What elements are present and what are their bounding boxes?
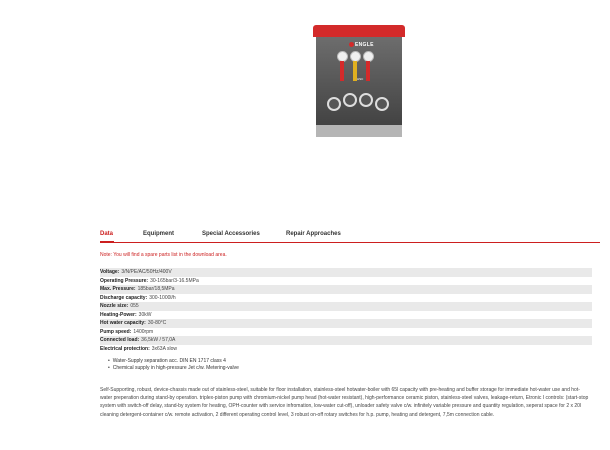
spec-value: 3x63A slow	[151, 345, 178, 352]
product-description: Self-Supporting, robust, device-chassis made out of stainless-steel, suitable for floor installation, stainless-steel hotwater-boiler with 65l capacity with pre-heating and buffer storage for immediate hot-water use and hot-water preperation during stand-by operation. triplex-piston pump with chromium-nickel pump head (hot-water resistant), high-performance ceramic piston, stainless-steel valves, leakage-return, Etronic I controls: (start-stop system with switch-off delay, stand-by system for heating, OPH-counter with service infromation, low-water cut-off), unloader safety valve c/w. infinitely variable pressure and quantity regulation, seperat space for 2 x 20l cleaning detergent-container c/w. remote activation, 2 different operating control level, 3 robust on-off rotary switches for h.p. pump, heating and detergent, 7,5m connection cable.	[100, 387, 589, 418]
list-item: • Chemical supply in high-pressure Jet c/w. Metering-valve	[108, 365, 239, 372]
tab-equipment[interactable]: Equipment	[143, 231, 174, 237]
table-row	[100, 268, 592, 277]
spec-label: Pump speed:	[100, 328, 132, 335]
spec-value: 1400rpm	[133, 328, 154, 335]
spec-value: 30kW	[138, 311, 152, 318]
cabinet-base	[316, 125, 402, 137]
table-row	[100, 345, 592, 354]
spec-label: Heating-Power:	[100, 311, 137, 318]
spec-label: Connected load:	[100, 337, 140, 343]
spec-label: Operating Pressure:	[100, 277, 149, 284]
spec-label: Discharge capacity:	[100, 294, 148, 301]
spare-parts-note: Note: You will find a spare parts list in the download area.	[100, 252, 227, 258]
list-item: • Water-Supply separation acc. DIN EN 1717 class 4	[108, 358, 239, 365]
cabinet-top	[313, 25, 405, 37]
table-row	[100, 311, 592, 320]
specs-table	[100, 268, 592, 353]
knob-icon	[327, 97, 341, 111]
spec-label: Max. Pressure:	[100, 286, 136, 292]
tab-data[interactable]: Data	[100, 231, 114, 237]
spec-value: 300-1000l/h	[149, 294, 176, 301]
control-knobs	[327, 89, 389, 119]
spec-value: 055	[130, 303, 139, 309]
table-row	[100, 336, 592, 345]
model-label: HSC	[357, 77, 364, 81]
table-row	[100, 302, 592, 311]
spec-label: Hot water capacity:	[100, 320, 146, 326]
spec-value: 30-80°C	[147, 320, 167, 326]
spec-value: 185bar/18,5MPa	[137, 286, 175, 292]
table-row	[100, 277, 592, 286]
hose-icon	[340, 61, 344, 81]
table-row	[100, 319, 592, 328]
brand-logo: ENGLE	[349, 42, 374, 48]
tab-repair-approaches[interactable]: Repair Approaches	[286, 231, 341, 237]
tab-special-accessories[interactable]: Special Accessories	[202, 231, 260, 237]
knob-icon	[343, 93, 357, 107]
tab-divider	[100, 242, 600, 243]
table-row	[100, 285, 592, 294]
table-row	[100, 294, 592, 303]
feature-list	[108, 358, 239, 372]
spec-label: Electrical protection:	[100, 345, 150, 352]
hose-icon	[366, 61, 370, 81]
knob-icon	[359, 93, 373, 107]
knob-icon	[375, 97, 389, 111]
spec-value: 30-165bar/3-16.5MPa	[150, 277, 199, 284]
spec-value: 3/N/PE/AC/50Hz/400V	[121, 269, 172, 275]
spec-label: Nozzle size:	[100, 303, 129, 309]
table-row	[100, 328, 592, 337]
product-image	[313, 25, 405, 137]
gauge-panel	[337, 51, 373, 83]
spec-value: 36,5kW / 57,0A	[141, 337, 176, 343]
spec-label: Voltage:	[100, 269, 120, 275]
